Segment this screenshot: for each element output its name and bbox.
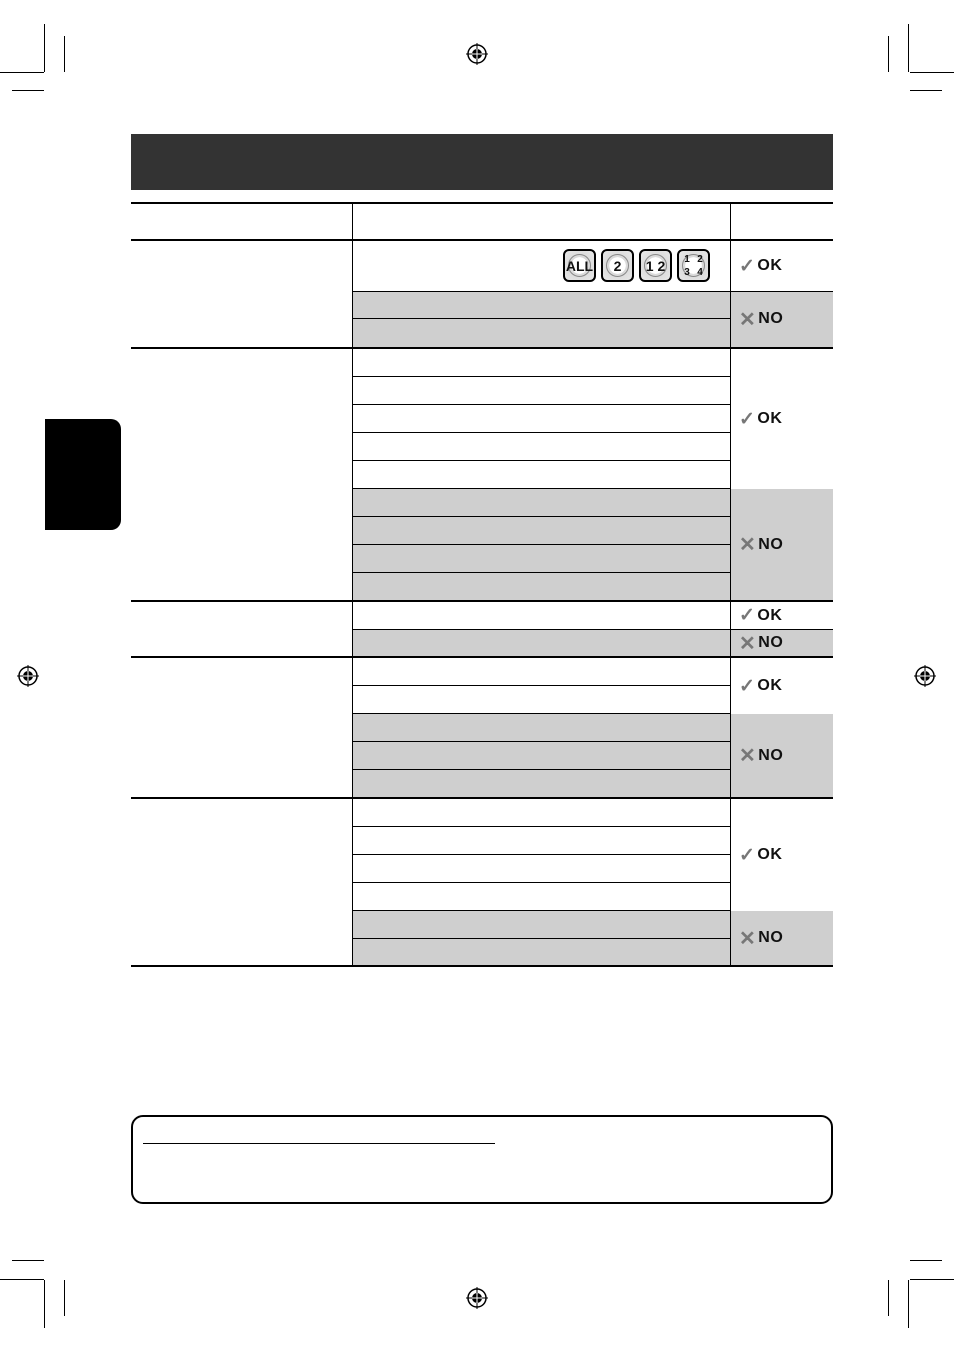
registration-mark-icon: [466, 43, 488, 65]
table-column-divider: [730, 241, 731, 965]
crop-mark: [908, 1280, 909, 1328]
check-icon: ✓: [739, 255, 756, 277]
verdict-no: ✕ NO: [731, 630, 833, 656]
table-top-rule: [131, 202, 833, 204]
table-row: [353, 517, 730, 545]
crop-mark: [908, 24, 909, 72]
crop-mark: [12, 1260, 44, 1261]
verdict-ok: ✓ OK: [739, 255, 783, 277]
region-2-icon: 2: [601, 249, 634, 282]
table-row: [353, 377, 730, 405]
table-row: [353, 686, 730, 714]
crop-mark: [888, 36, 889, 72]
crop-mark: [44, 24, 45, 72]
section-header-bar: [131, 134, 833, 190]
registration-mark-icon: [17, 665, 39, 687]
region-code-icons: [563, 249, 710, 282]
crop-mark: [0, 72, 44, 73]
region-all-icon: ALL: [563, 249, 596, 282]
verdict-no: ✕ NO: [731, 489, 833, 600]
check-icon: ✓: [739, 408, 756, 430]
crop-mark: [910, 72, 954, 73]
crop-mark: [12, 90, 44, 91]
crop-mark: [64, 1280, 65, 1316]
crop-mark: [910, 1260, 942, 1261]
cross-icon: ✕: [739, 308, 757, 331]
table-row: [353, 630, 730, 656]
verdict-ok: ✓ OK: [739, 844, 783, 866]
language-side-tab: [45, 419, 121, 530]
verdict-separator: [731, 291, 833, 292]
verdict-ok: ✓ OK: [731, 602, 833, 630]
verdict-ok: ✓ OK: [739, 408, 783, 430]
check-icon: ✓: [739, 675, 756, 697]
check-icon: ✓: [739, 605, 756, 626]
note-heading-rule: [143, 1143, 495, 1144]
region-1-2-icon: 1 2: [639, 249, 672, 282]
table-row: [353, 939, 730, 965]
table-row: [353, 742, 730, 770]
note-box: [131, 1115, 833, 1204]
table-column-divider: [352, 202, 353, 240]
table-row: [353, 827, 730, 855]
verdict-no: ✕ NO: [731, 911, 833, 965]
crop-mark: [44, 1280, 45, 1328]
table-row: [353, 799, 730, 827]
table-column-divider: [730, 202, 731, 240]
table-row: [353, 545, 730, 573]
table-row: [353, 658, 730, 686]
crop-mark: [64, 36, 65, 72]
registration-mark-icon: [914, 665, 936, 687]
table-bottom-rule: [131, 965, 833, 967]
table-row: [353, 714, 730, 742]
table-row: [353, 461, 730, 489]
table-row: [353, 405, 730, 433]
registration-mark-icon: [466, 1287, 488, 1309]
table-row: [353, 573, 730, 600]
crop-mark: [910, 1279, 954, 1280]
table-row: [353, 349, 730, 377]
table-row: [353, 883, 730, 911]
verdict-ok: ✓ OK: [739, 675, 783, 697]
table-row: [353, 433, 730, 461]
table-row: [353, 855, 730, 883]
check-icon: ✓: [739, 844, 756, 866]
verdict-no: ✕ NO: [731, 714, 833, 797]
table-column-divider: [352, 241, 353, 965]
verdict-no: ✕ NO: [731, 291, 833, 347]
crop-mark: [910, 90, 942, 91]
table-row: [353, 489, 730, 517]
cross-icon: ✕: [739, 632, 757, 655]
cross-icon: ✕: [739, 534, 757, 556]
table-row: [353, 319, 730, 347]
cross-icon: ✕: [739, 927, 757, 950]
table-row: [353, 291, 730, 319]
crop-mark: [0, 1279, 44, 1280]
crop-mark: [888, 1280, 889, 1316]
table-row: [353, 911, 730, 939]
region-1-2-3-4-icon: 1 2 3 4: [677, 249, 710, 282]
cross-icon: ✕: [739, 745, 757, 767]
table-row: [353, 602, 730, 630]
table-row: [353, 770, 730, 797]
